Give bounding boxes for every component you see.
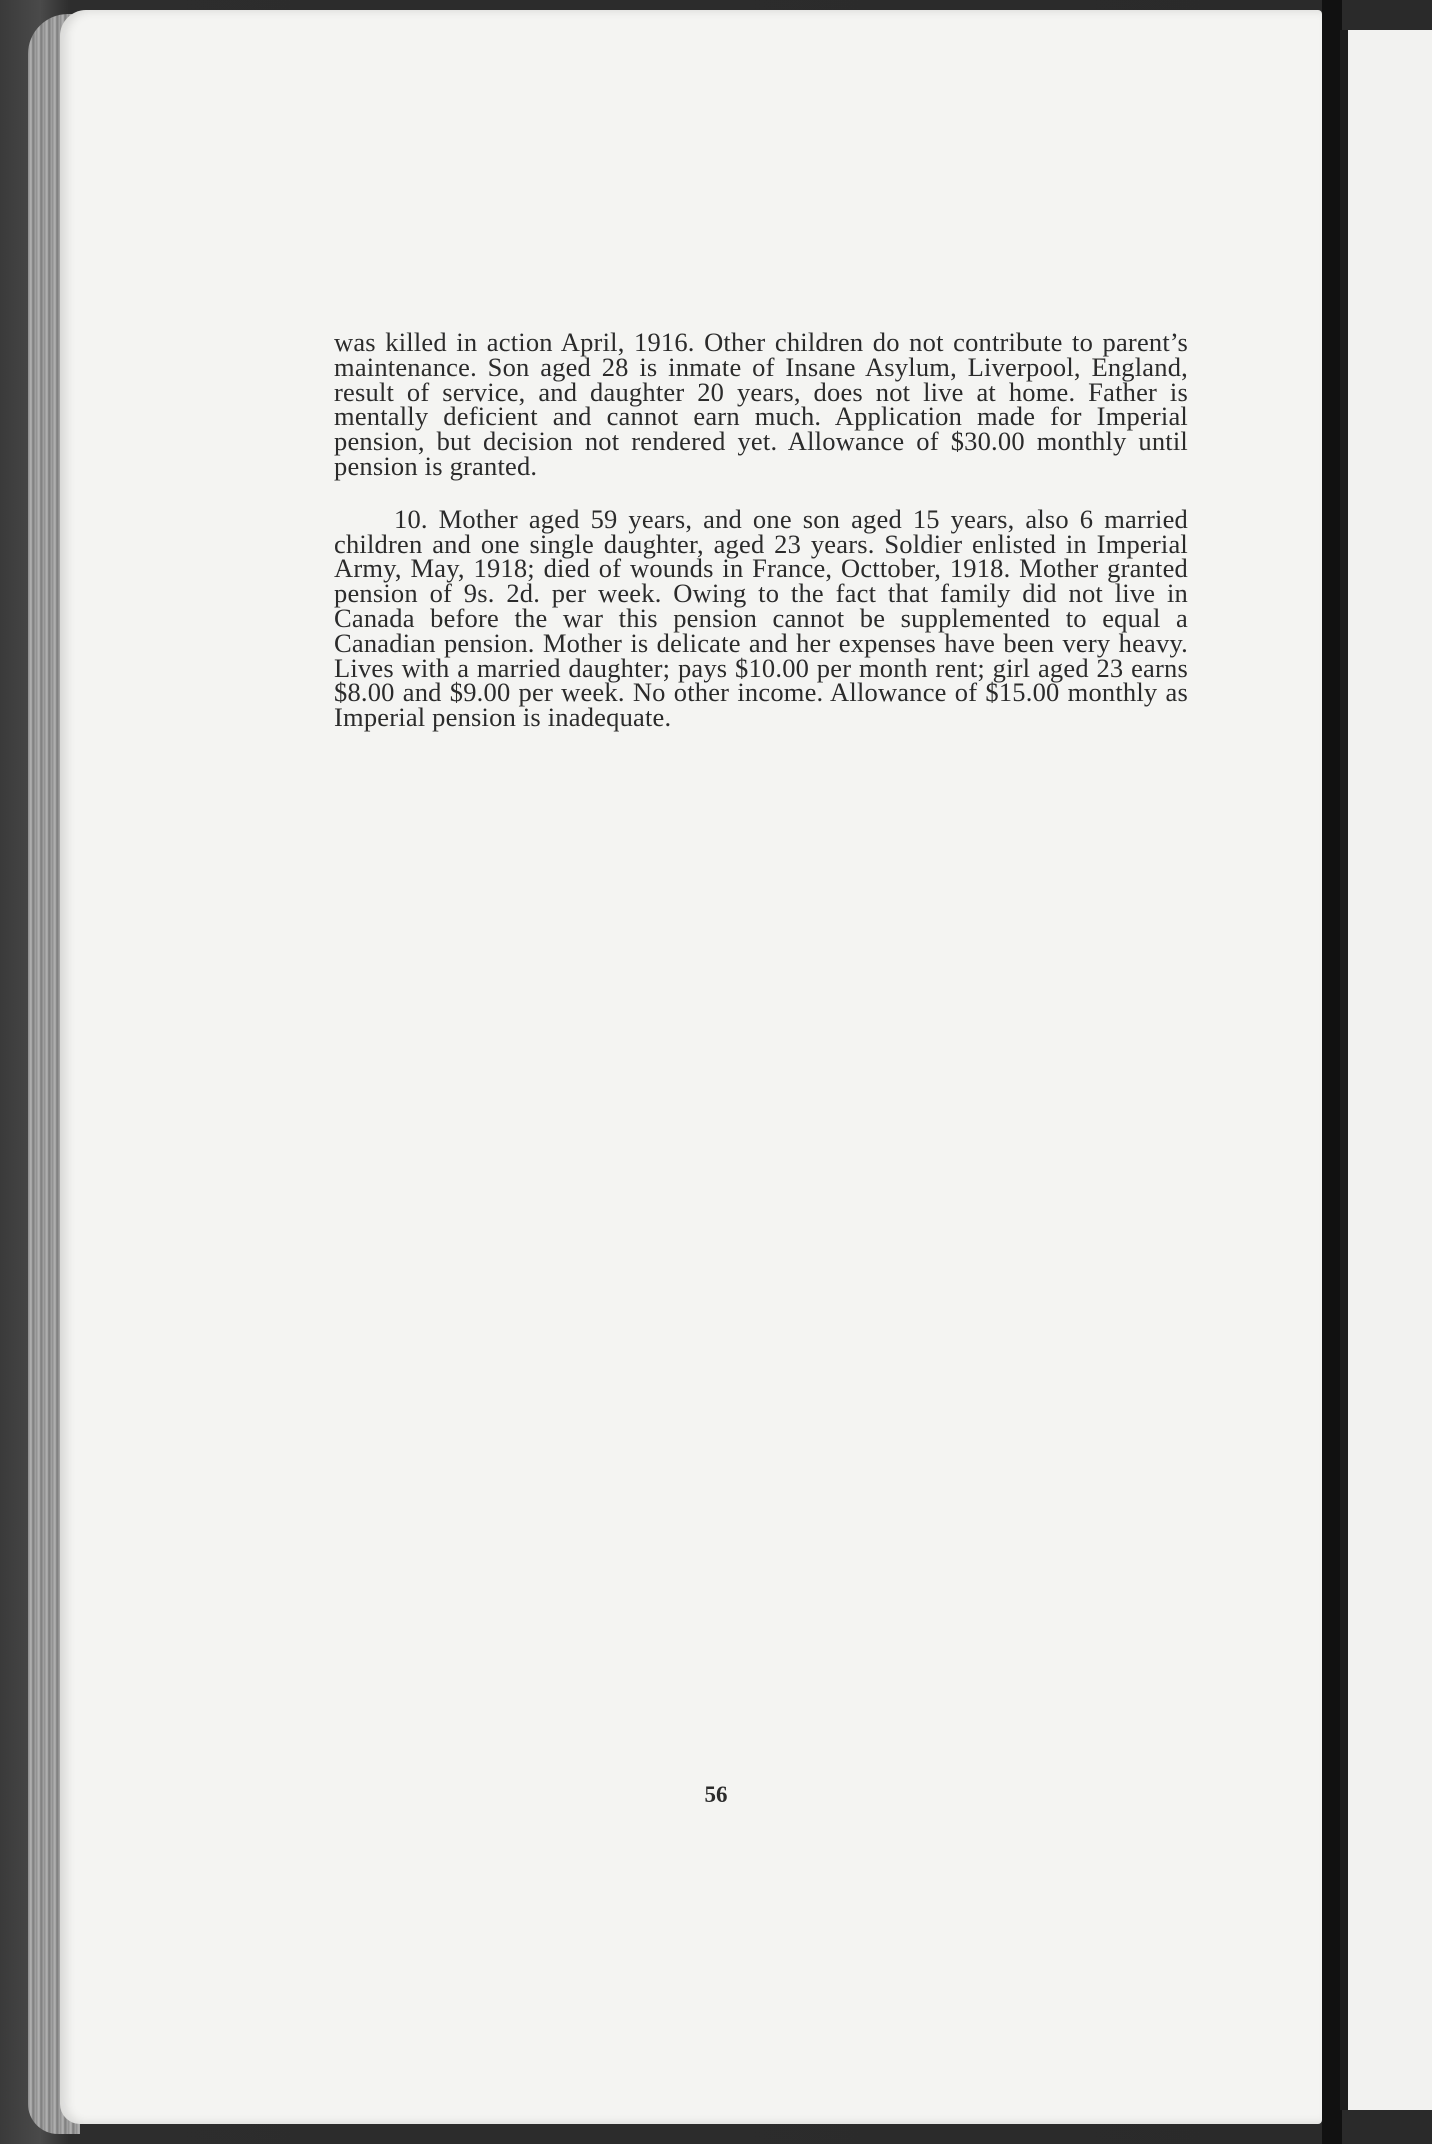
page-number: 56 [704,1782,728,1807]
paragraph-continued: was killed in action April, 1916. Other children do not contribute to parent’s maintenance. Son aged 28 is inmate of Insane Asylum, Liverpool, England, result of service, and daughter 20 years, does not live at home. Father is mentally deficient and cannot earn much. Application made for Imperial pension, but decision not rendered yet. Allowance of $30.00 monthly until pension is granted. [334,327,1188,481]
body-text [334,327,1188,733]
book-gutter [1322,0,1342,2144]
paragraph-case-10: 10. Mother aged 59 years, and one son aged 15 years, also 6 married children and one single daughter, aged 23 years. Soldier enlisted in Imperial Army, May, 1918; died of wounds in France, Octtober, 1918. Mother granted pension of 9s. 2d. per week. Owing to the fact that family did not live in Canada before the war this pension cannot be supplemented to equal a Canadian pension. Mother is delicate and her expenses have been very heavy. Lives with a married daughter; pays $10.00 per month rent; girl aged 23 earns $8.00 and $9.00 per week. No other income. Allowance of $15.00 monthly as Imperial pension is inadequate. [334,503,1188,733]
